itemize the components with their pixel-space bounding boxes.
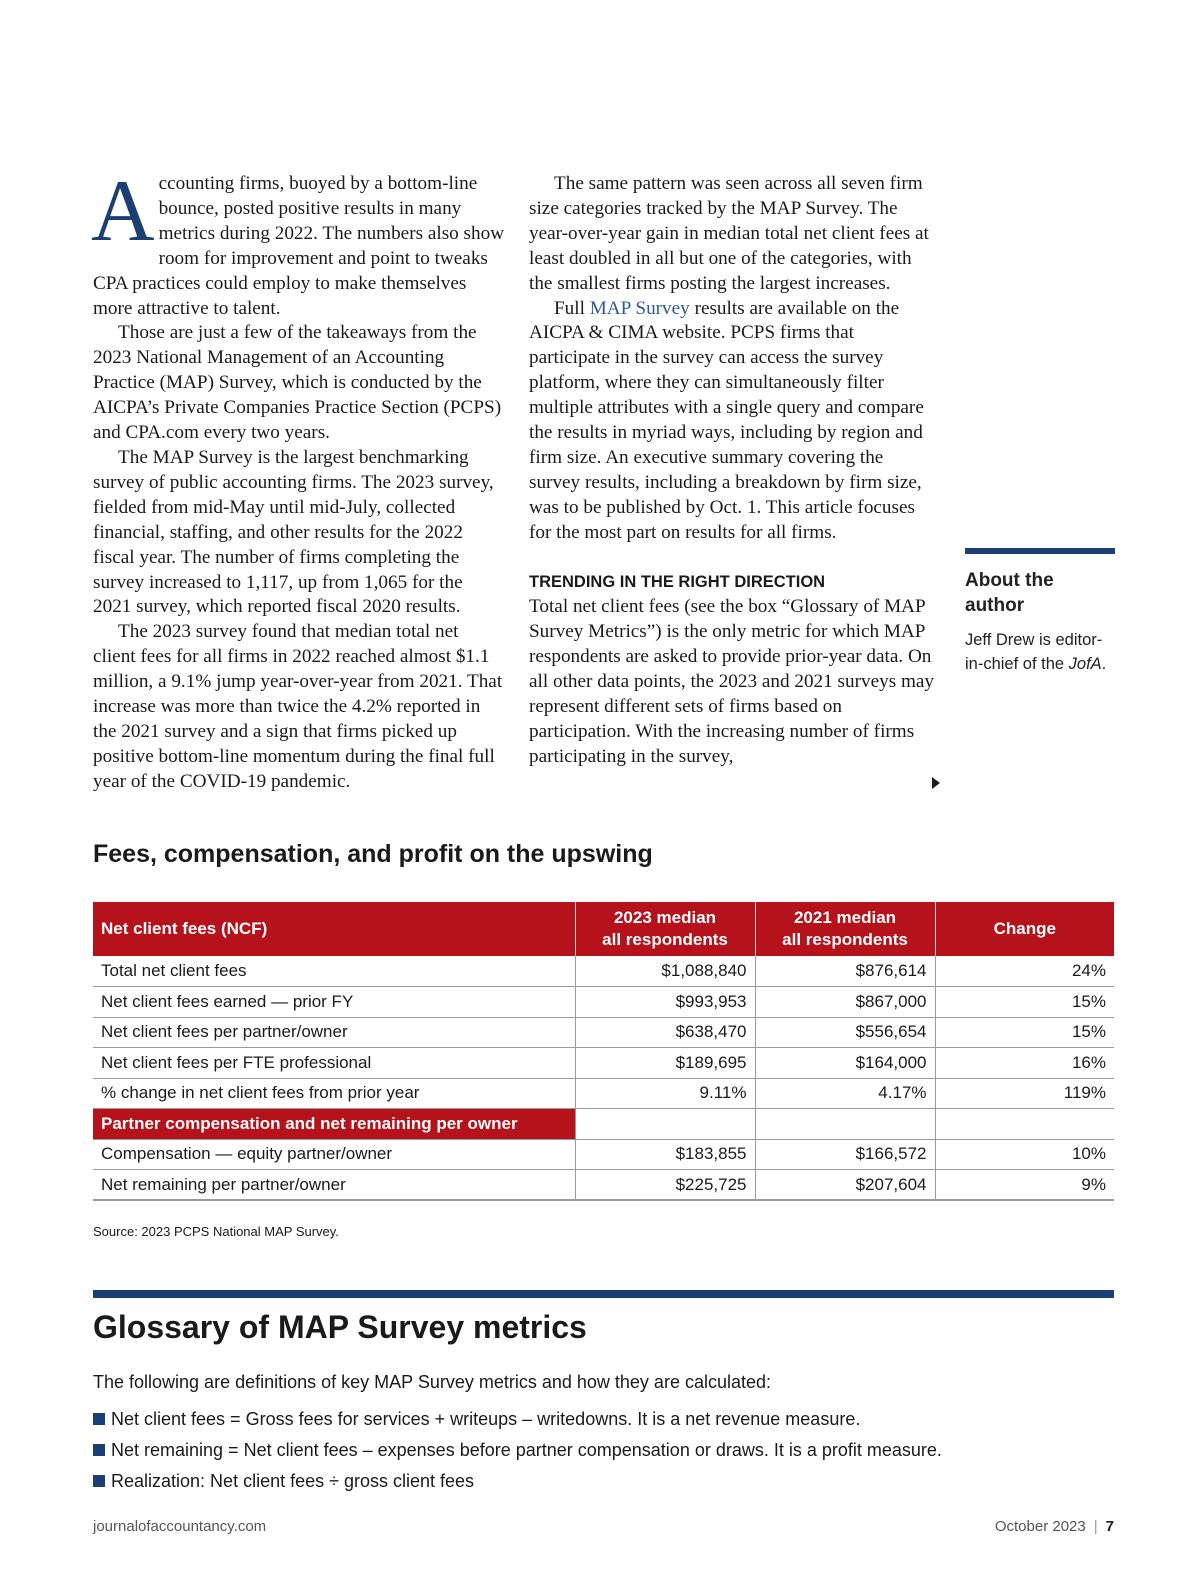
about-heading: About the author (965, 570, 1054, 616)
table-row (93, 1139, 1114, 1170)
table-row (93, 956, 1114, 987)
page-number: 7 (1105, 1518, 1114, 1535)
glossary-rule (93, 1290, 1114, 1298)
section-subhead: TRENDING IN THE RIGHT DIRECTION (529, 573, 826, 592)
header-2021 (755, 902, 935, 956)
cell-2021: $166,572 (755, 1139, 935, 1170)
header-text: all respondents (782, 930, 908, 949)
table-row (93, 1078, 1114, 1109)
map-survey-link[interactable]: MAP Survey (589, 297, 690, 319)
row-label: Total net client fees (93, 956, 575, 987)
cell-2023: 9.11% (575, 1078, 755, 1109)
paragraph-text: ccounting firms, buoyed by a bottom-line bounce, posted positive results in many metrics during 2022. The numbers also show room for improvement and point to tweaks CPA practices could employ to make themselves more attractive to talent. (93, 173, 505, 319)
paragraph-text: Full (554, 297, 590, 319)
section-label: Partner compensation and net remaining per owner (93, 1109, 575, 1140)
cell-2021: 4.17% (755, 1078, 935, 1109)
glossary-text: Realization: Net client fees ÷ gross client fees (111, 1471, 475, 1491)
cell-2021: $207,604 (755, 1170, 935, 1201)
table-row (93, 1017, 1114, 1048)
glossary-text: Net client fees = Gross fees for services + writeups – writedowns. It is a net revenue measure. (111, 1409, 861, 1429)
table-row (93, 1170, 1114, 1201)
cell-2021: $556,654 (755, 1017, 935, 1048)
row-label: Compensation — equity partner/owner (93, 1139, 575, 1170)
about-rule (965, 548, 1115, 554)
empty-cell (755, 1109, 935, 1140)
glossary-title: Glossary of MAP Survey metrics (93, 1309, 587, 1345)
article-paragraph: The MAP Survey is the largest benchmarking survey of public accounting firms. The 2023 survey, fielded from mid-May until mid-July, collected financial, staffing, and other results for the 2022 fiscal year. The number of firms completing the survey increased to 1,117, up from 1,065 for the 2021 survey, which reported fiscal 2020 results. (93, 446, 494, 618)
footer-page-info (995, 1518, 1114, 1535)
cell-2023: $189,695 (575, 1048, 755, 1079)
row-label: Net remaining per partner/owner (93, 1170, 575, 1201)
row-label: Net client fees per partner/owner (93, 1017, 575, 1048)
about-text: Jeff Drew is editor-in-chief of the (965, 631, 1103, 673)
header-text: 2021 median (793, 908, 897, 927)
article-paragraph: The 2023 survey found that median total net client fees for all firms in 2022 reached almost $1.1 million, a 9.1% jump year-over-year from 2021. That increase was more than twice the 4.2% reported in the 2021 survey and a sign that firms picked up positive bottom-line momentum during the final full year of the COVID-19 pandemic. (93, 621, 503, 792)
about-author-box (965, 548, 1115, 676)
header-change: Change (935, 902, 1114, 956)
row-label: % change in net client fees from prior year (93, 1078, 575, 1109)
header-metric: Net client fees (NCF) (93, 902, 575, 956)
footer-site[interactable]: journalofaccountancy.com (93, 1518, 267, 1535)
about-text: . (1101, 655, 1107, 673)
empty-cell (935, 1109, 1114, 1140)
header-text: 2023 median (613, 908, 717, 927)
glossary-item (93, 1406, 942, 1437)
cell-change: 9% (935, 1170, 1114, 1201)
table-row (93, 987, 1114, 1018)
table-header-row (93, 902, 1114, 956)
header-text: all respondents (602, 930, 728, 949)
square-bullet-icon (93, 1475, 105, 1487)
article-paragraph (529, 297, 937, 546)
cell-change: 10% (935, 1139, 1114, 1170)
glossary-item (93, 1468, 942, 1499)
article-paragraph: Total net client fees (see the box “Glossary of MAP Survey Metrics”) is the only metric for which MAP respondents are asked to provide prior-year data. On all other data points, the 2023 and 2021 surveys may represent different sets of firms based on participation. With the increasing number of firms participating in the survey, (529, 596, 934, 767)
table-row (93, 1048, 1114, 1079)
glossary-text: Net remaining = Net client fees – expenses before partner compensation or draws. It is a profit measure. (111, 1440, 942, 1460)
footer-separator: | (1093, 1518, 1098, 1535)
empty-cell (575, 1109, 755, 1140)
cell-2023: $993,953 (575, 987, 755, 1018)
footer-date: October 2023 (994, 1518, 1086, 1535)
continue-arrow-icon (932, 777, 940, 789)
about-body (965, 628, 1115, 676)
article-paragraph: Those are just a few of the takeaways from the 2023 National Management of an Accounting Practice (MAP) Survey, which is conducted by the AICPA’s Private Companies Practice Section (PCPS) and CPA.com every two years. (93, 322, 502, 444)
row-label: Net client fees per FTE professional (93, 1048, 575, 1079)
header-2023 (575, 902, 755, 956)
glossary-item (93, 1437, 942, 1468)
cell-2023: $638,470 (575, 1017, 755, 1048)
article-column-right (529, 172, 937, 770)
cell-2023: $183,855 (575, 1139, 755, 1170)
cell-2021: $867,000 (755, 987, 935, 1018)
cell-2021: $164,000 (755, 1048, 935, 1079)
cell-change: 15% (935, 987, 1114, 1018)
square-bullet-icon (93, 1444, 105, 1456)
fees-table (93, 902, 1114, 1201)
table-section-row (93, 1109, 1114, 1140)
cell-change: 16% (935, 1048, 1114, 1079)
square-bullet-icon (93, 1413, 105, 1425)
cell-2023: $225,725 (575, 1170, 755, 1201)
table-source: Source: 2023 PCPS National MAP Survey. (93, 1224, 339, 1239)
cell-change: 15% (935, 1017, 1114, 1048)
paragraph-text: results are available on the AICPA & CIMA website. PCPS firms that participate in the survey can access the survey platform, where they can simultaneously filter multiple attributes with a single query and compare the results in myriad ways, including by region and firm size. An executive summary covering the survey results, including a breakdown by firm size, was to be published by Oct. 1. This article focuses for the most part on results for all firms. (529, 297, 924, 543)
article-paragraph (91, 163, 505, 321)
cell-change: 24% (935, 956, 1114, 987)
table-title: Fees, compensation, and profit on the upswing (93, 840, 653, 868)
article-paragraph: The same pattern was seen across all seven firm size categories tracked by the MAP Survey. The year-over-year gain in median total net client fees at least doubled in all but one of the categories, with the smallest firms posting the largest increases. (529, 173, 929, 294)
cell-2023: $1,088,840 (575, 956, 755, 987)
drop-cap: A (91, 163, 155, 260)
publication-name: JofA (1068, 655, 1102, 673)
row-label: Net client fees earned — prior FY (93, 987, 575, 1018)
cell-change: 119% (935, 1078, 1114, 1109)
article-column-left (91, 163, 505, 795)
cell-2021: $876,614 (755, 956, 935, 987)
glossary-intro: The following are definitions of key MAP Survey metrics and how they are calculated: (93, 1372, 772, 1392)
glossary-list (93, 1406, 942, 1499)
